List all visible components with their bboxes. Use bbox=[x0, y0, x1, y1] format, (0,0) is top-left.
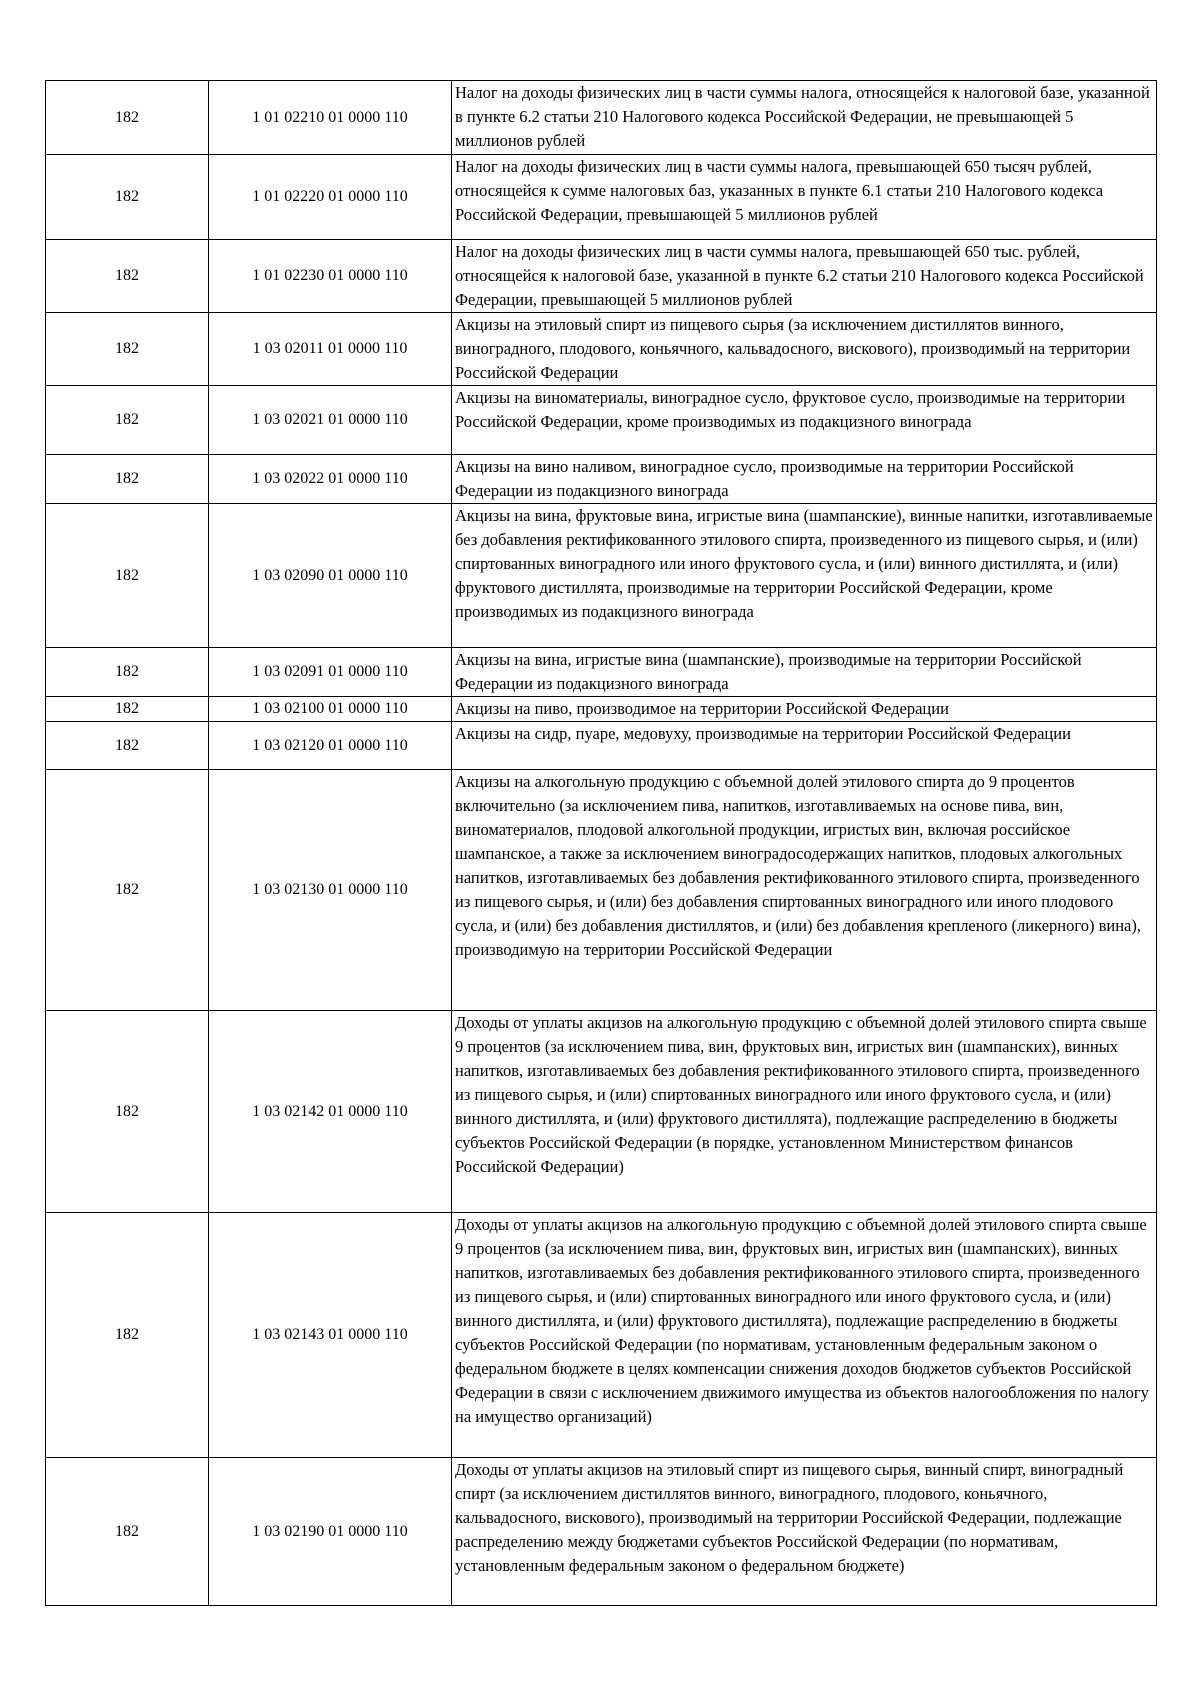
table-row bbox=[46, 155, 1157, 240]
admin-code-cell: 182 bbox=[46, 722, 209, 770]
admin-code-cell: 182 bbox=[46, 455, 209, 504]
admin-code-cell: 182 bbox=[46, 240, 209, 313]
revenue-name-cell: Доходы от уплаты акцизов на алкогольную продукцию с объемной долей этилового спирта свыше 9 процентов (за исключением пива, вин, фруктовых вин, игристых вин (шампанских), винных напитков, изготавливаемых без добавления ректификованного этилового спирта, произведенного из пищевого сырья, и (или) спиртованных виноградного или иного фруктового сусла, и (или) винного дистиллята, и (или) фруктового дистиллята), подлежащие распределению в бюджеты субъектов Российской Федерации (по нормативам, установленным федеральным законом о федеральном бюджете в целях компенсации снижения доходов бюджетов субъектов Российской Федерации в связи с исключением движимого имущества из объектов налогообложения по налогу на имущество организаций) bbox=[452, 1213, 1157, 1458]
budget-code-cell: 1 03 02022 01 0000 110 bbox=[209, 455, 452, 504]
revenue-name-cell: Налог на доходы физических лиц в части суммы налога, относящейся к налоговой базе, указанной в пункте 6.2 статьи 210 Налогового кодекса Российской Федерации, не превышающей 5 миллионов рублей bbox=[452, 81, 1157, 155]
table-row bbox=[46, 648, 1157, 697]
admin-code-cell: 182 bbox=[46, 1213, 209, 1458]
admin-code-cell: 182 bbox=[46, 386, 209, 455]
revenue-name-cell: Акцизы на вино наливом, виноградное сусло, производимые на территории Российской Федерации из подакцизного винограда bbox=[452, 455, 1157, 504]
revenue-name-cell: Налог на доходы физических лиц в части суммы налога, превышающей 650 тыс. рублей, относящейся к налоговой базе, указанной в пункте 6.2 статьи 210 Налогового кодекса Российской Федерации, превышающей 5 миллионов рублей bbox=[452, 240, 1157, 313]
budget-code-cell: 1 03 02100 01 0000 110 bbox=[209, 697, 452, 722]
revenue-name-cell: Акцизы на этиловый спирт из пищевого сырья (за исключением дистиллятов винного, виноградного, плодового, коньячного, кальвадосного, вискового), производимый на территории Российской Федерации bbox=[452, 313, 1157, 386]
budget-code-cell: 1 03 02011 01 0000 110 bbox=[209, 313, 452, 386]
budget-code-cell: 1 01 02210 01 0000 110 bbox=[209, 81, 452, 155]
admin-code-cell: 182 bbox=[46, 1458, 209, 1606]
budget-code-cell: 1 03 02143 01 0000 110 bbox=[209, 1213, 452, 1458]
revenue-name-cell: Акцизы на вина, фруктовые вина, игристые вина (шампанские), винные напитки, изготавливаемые без добавления ректификованного этилового спирта, произведенного из пищевого сырья, и (или) спиртованных виноградного или иного фруктового сусла, и (или) винного дистиллята, и (или) фруктового дистиллята, производимые на территории Российской Федерации, кроме производимых из подакцизного винограда bbox=[452, 504, 1157, 648]
table-row bbox=[46, 770, 1157, 1011]
revenue-name-cell: Акцизы на пиво, производимое на территории Российской Федерации bbox=[452, 697, 1157, 722]
admin-code-cell: 182 bbox=[46, 81, 209, 155]
budget-code-cell: 1 03 02190 01 0000 110 bbox=[209, 1458, 452, 1606]
table-row bbox=[46, 504, 1157, 648]
budget-code-cell: 1 01 02230 01 0000 110 bbox=[209, 240, 452, 313]
budget-code-cell: 1 03 02090 01 0000 110 bbox=[209, 504, 452, 648]
admin-code-cell: 182 bbox=[46, 504, 209, 648]
budget-code-cell: 1 03 02021 01 0000 110 bbox=[209, 386, 452, 455]
table-row bbox=[46, 81, 1157, 155]
table-row bbox=[46, 313, 1157, 386]
admin-code-cell: 182 bbox=[46, 155, 209, 240]
revenue-name-cell: Доходы от уплаты акцизов на алкогольную продукцию с объемной долей этилового спирта свыше 9 процентов (за исключением пива, вин, фруктовых вин, игристых вин (шампанских), винных напитков, изготавливаемых без добавления ректификованного этилового спирта, произведенного из пищевого сырья, и (или) спиртованных виноградного или иного фруктового сусла, и (или) винного дистиллята, и (или) фруктового дистиллята), подлежащие распределению в бюджеты субъектов Российской Федерации (в порядке, установленном Министерством финансов Российской Федерации) bbox=[452, 1011, 1157, 1213]
revenue-name-cell: Акцизы на алкогольную продукцию с объемной долей этилового спирта до 9 процентов включительно (за исключением пива, напитков, изготавливаемых на основе пива, вин, виноматериалов, плодовой алкогольной продукции, игристых вин, включая российское шампанское, а также за исключением виноградосодержащих напитков, плодовых алкогольных напитков, изготавливаемых без добавления ректификованного этилового спирта, произведенного из пищевого сырья, и (или) без добавления спиртованных виноградного или иного плодового сусла, и (или) без добавления дистиллятов, и (или) без добавления крепленого (ликерного) вина), производимую на территории Российской Федерации bbox=[452, 770, 1157, 1011]
revenue-name-cell: Акцизы на виноматериалы, виноградное сусло, фруктовое сусло, производимые на территории Российской Федерации, кроме производимых из подакцизного винограда bbox=[452, 386, 1157, 455]
revenue-name-cell: Налог на доходы физических лиц в части суммы налога, превышающей 650 тысяч рублей, относящейся к сумме налоговых баз, указанных в пункте 6.1 статьи 210 Налогового кодекса Российской Федерации, превышающей 5 миллионов рублей bbox=[452, 155, 1157, 240]
budget-code-cell: 1 03 02120 01 0000 110 bbox=[209, 722, 452, 770]
admin-code-cell: 182 bbox=[46, 770, 209, 1011]
table-row bbox=[46, 722, 1157, 770]
table-row bbox=[46, 697, 1157, 722]
budget-code-cell: 1 03 02091 01 0000 110 bbox=[209, 648, 452, 697]
admin-code-cell: 182 bbox=[46, 648, 209, 697]
revenue-codes-table bbox=[45, 80, 1157, 1606]
admin-code-cell: 182 bbox=[46, 1011, 209, 1213]
budget-code-cell: 1 01 02220 01 0000 110 bbox=[209, 155, 452, 240]
budget-code-cell: 1 03 02142 01 0000 110 bbox=[209, 1011, 452, 1213]
table-body bbox=[46, 81, 1157, 1606]
revenue-name-cell: Акцизы на сидр, пуаре, медовуху, производимые на территории Российской Федерации bbox=[452, 722, 1157, 770]
admin-code-cell: 182 bbox=[46, 313, 209, 386]
table-row bbox=[46, 1011, 1157, 1213]
table-row bbox=[46, 1213, 1157, 1458]
admin-code-cell: 182 bbox=[46, 697, 209, 722]
table-row bbox=[46, 1458, 1157, 1606]
revenue-name-cell: Акцизы на вина, игристые вина (шампанские), производимые на территории Российской Федерации из подакцизного винограда bbox=[452, 648, 1157, 697]
budget-code-cell: 1 03 02130 01 0000 110 bbox=[209, 770, 452, 1011]
table-row bbox=[46, 455, 1157, 504]
table-row bbox=[46, 386, 1157, 455]
table-row bbox=[46, 240, 1157, 313]
revenue-name-cell: Доходы от уплаты акцизов на этиловый спирт из пищевого сырья, винный спирт, виноградный спирт (за исключением дистиллятов винного, виноградного, плодового, коньячного, кальвадосного, вискового), производимый на территории Российской Федерации, подлежащие распределению между бюджетами субъектов Российской Федерации (по нормативам, установленным федеральным законом о федеральном бюджете) bbox=[452, 1458, 1157, 1606]
